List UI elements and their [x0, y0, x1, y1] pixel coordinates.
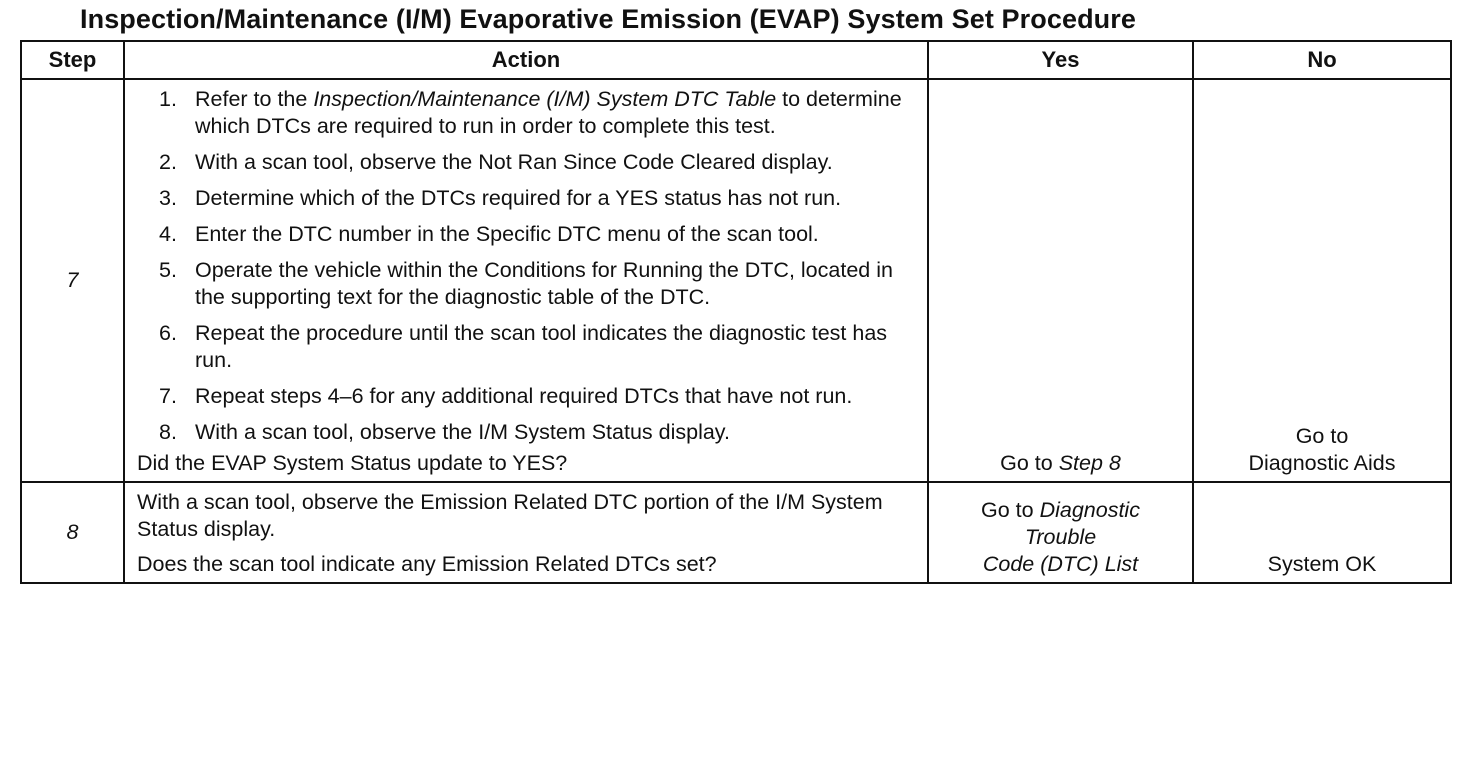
header-action: Action	[124, 41, 928, 79]
procedure-table	[20, 40, 1452, 584]
table-row	[21, 79, 1451, 482]
list-item: 4. Enter the DTC number in the Specific DTC menu of the scan tool.	[159, 222, 819, 246]
system-ok-text: System OK	[1267, 552, 1377, 576]
list-item: 7. Repeat steps 4–6 for any additional required DTCs that have not run.	[159, 384, 853, 408]
list-item: 3. Determine which of the DTCs required for a YES status has not run.	[159, 186, 842, 210]
action-list	[137, 86, 917, 446]
no-cell: Go to Diagnostic Aids	[1193, 79, 1451, 482]
yes-cell: Go to Step 8	[928, 79, 1193, 482]
step-number: 7	[21, 79, 124, 482]
header-yes: Yes	[928, 41, 1193, 79]
action-cell	[124, 482, 928, 583]
dtc-list-link[interactable]: Go to Diagnostic Trouble Code (DTC) List	[981, 498, 1140, 576]
yes-cell	[928, 482, 1193, 583]
action-cell	[124, 79, 928, 482]
table-row	[21, 482, 1451, 583]
table-reference: Inspection/Maintenance (I/M) System DTC Table	[313, 87, 777, 111]
no-cell	[1193, 482, 1451, 583]
step-link[interactable]: Step 8	[1058, 451, 1121, 475]
action-paragraph: With a scan tool, observe the Emission Related DTC portion of the I/M System Status display.	[137, 490, 883, 541]
table-header-row	[21, 41, 1451, 79]
step-number: 8	[21, 482, 124, 583]
question-text: Did the EVAP System Status update to YES?	[137, 451, 568, 475]
list-item: 1. Refer to the Inspection/Maintenance (I/M) System DTC Table to determine which DTCs are required to run in order to complete this test.	[159, 87, 902, 138]
list-item: 6. Repeat the procedure until the scan tool indicates the diagnostic test has run.	[159, 321, 888, 372]
page-title: Inspection/Maintenance (I/M) Evaporative Emission (EVAP) System Set Procedure	[80, 4, 1136, 34]
list-item: 5. Operate the vehicle within the Conditions for Running the DTC, located in the supporting text for the diagnostic table of the DTC.	[159, 258, 893, 309]
list-item: 8. With a scan tool, observe the I/M System Status display.	[159, 420, 730, 444]
diagnostic-aids-link[interactable]: Diagnostic Aids	[1248, 451, 1396, 475]
header-step: Step	[21, 41, 124, 79]
header-no: No	[1193, 41, 1451, 79]
question-text: Does the scan tool indicate any Emission Related DTCs set?	[137, 552, 717, 576]
list-item: 2. With a scan tool, observe the Not Ran Since Code Cleared display.	[159, 150, 833, 174]
